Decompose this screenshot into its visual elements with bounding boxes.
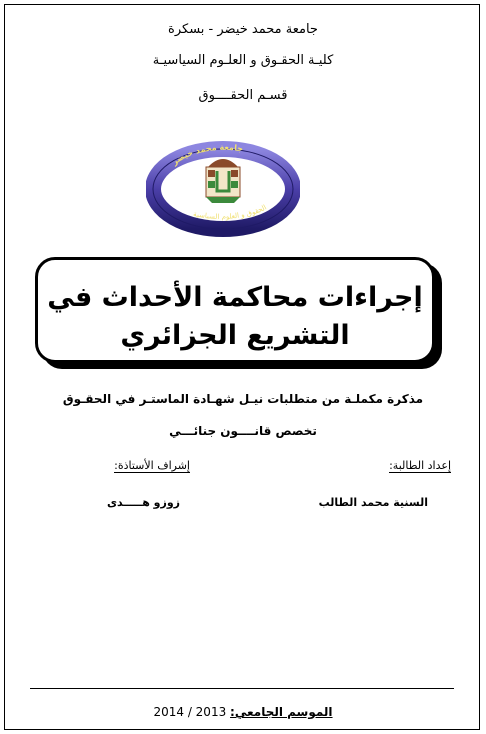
university-logo (146, 137, 300, 239)
footer-divider (30, 688, 454, 689)
title-box (35, 257, 435, 363)
student-label: إعداد الطالبة: (389, 459, 451, 472)
title-line-2: التشريع الجزائري (120, 320, 350, 351)
svg-text:الحقوق و العلوم السياسية: الحقوق و العلوم السياسية (192, 203, 268, 221)
academic-year-value: 2013 / 2014 (153, 705, 227, 719)
title-line-1: إجراءات محاكمة الأحداث في (47, 282, 423, 313)
university-name: جامعة محمد خيضر - بسكرة (168, 22, 318, 37)
memo-description: مذكرة مكملـة من متطلبات نيـل شهـادة الماستـر في الحقـوق (62, 392, 424, 406)
academic-year-label: الموسم الجامعي: (230, 705, 333, 719)
faculty-name: كليـة الحقـوق و العلـوم السياسيـة (152, 53, 334, 68)
department-name: قسـم الحقــــوق (198, 88, 288, 103)
student-name: السنية محمد الطالب (318, 496, 428, 509)
specialization: تخصص قانــــون جنائـــي (169, 424, 317, 438)
academic-year (0, 705, 486, 719)
supervisor-label: إشراف الأستاذة: (114, 459, 190, 472)
supervisor-name: زوزو هـــــدى (106, 496, 180, 509)
emblem-icon (206, 159, 240, 203)
svg-text:جامعة محمد خيضر: جامعة محمد خيضر (170, 142, 244, 167)
